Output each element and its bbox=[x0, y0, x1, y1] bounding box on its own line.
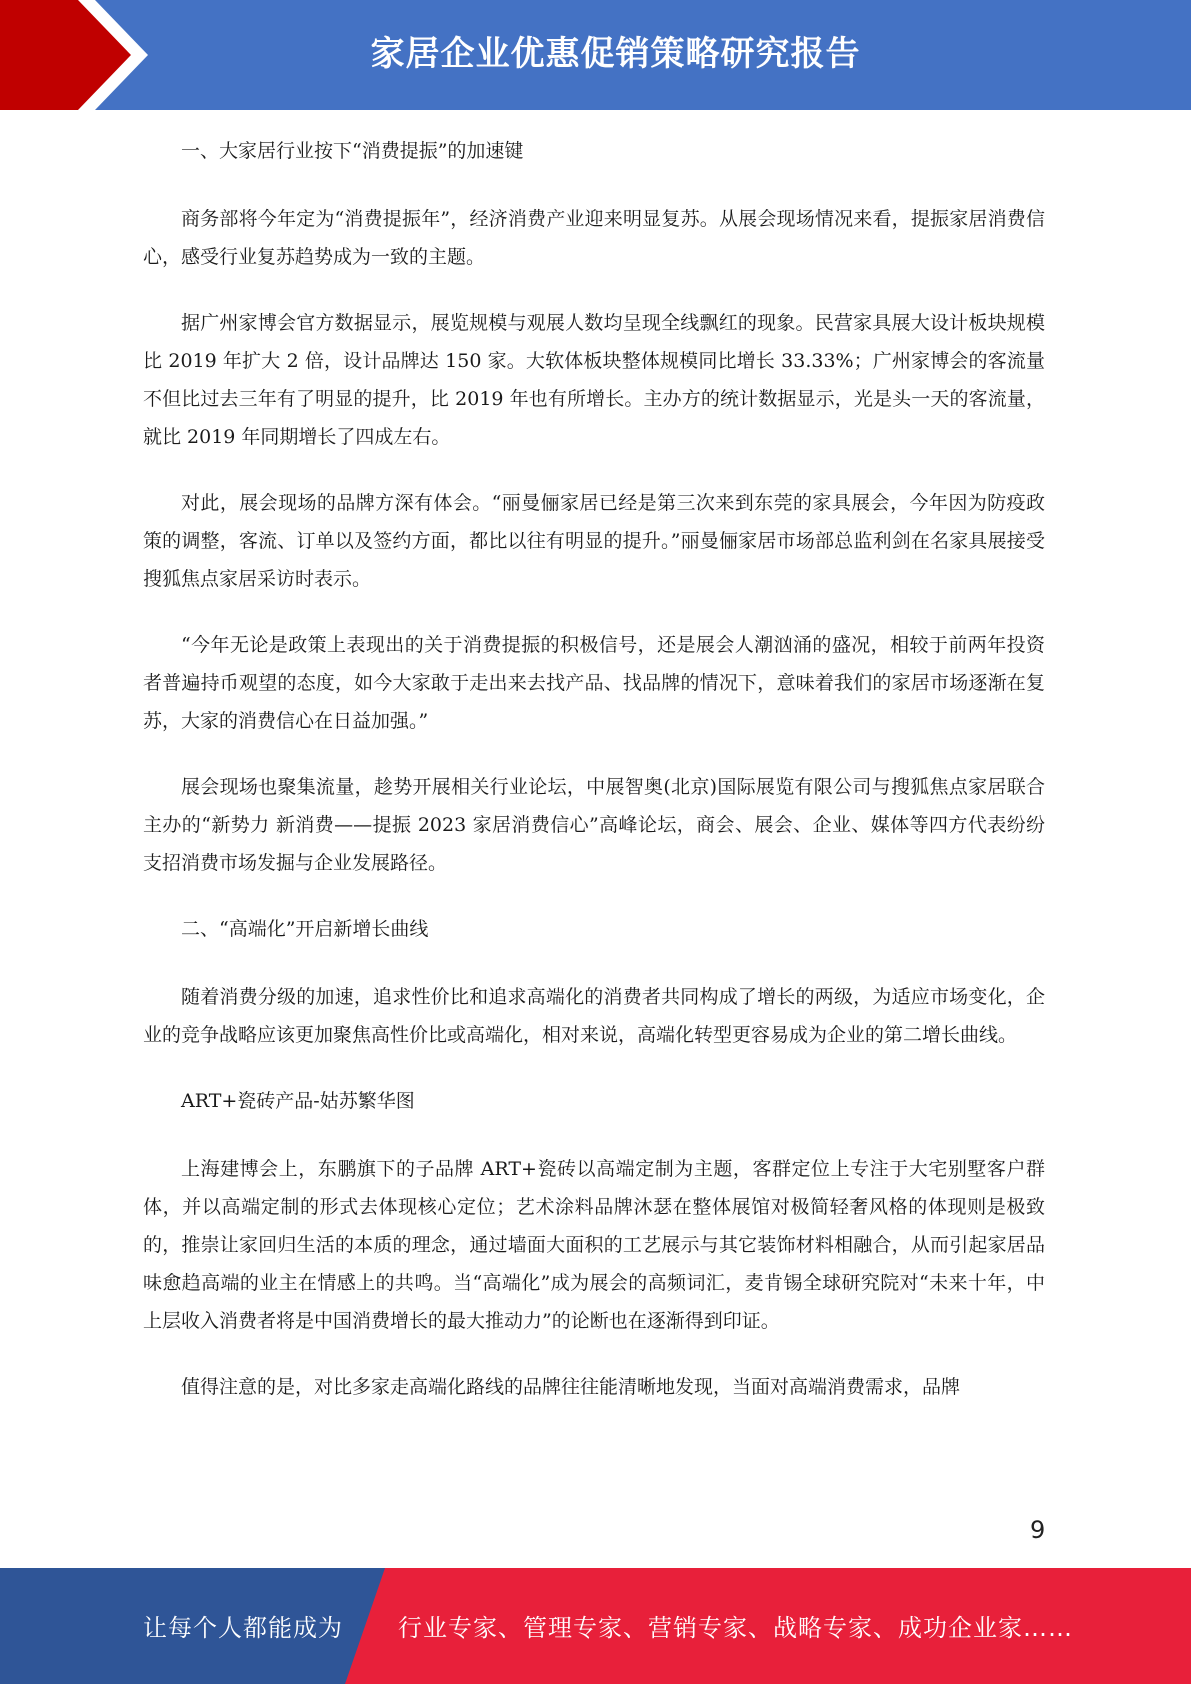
footer-slogan-right: 行业专家、管理专家、营销专家、战略专家、成功企业家…… bbox=[398, 1614, 1073, 1642]
page-number: 9 bbox=[1030, 1516, 1046, 1544]
body-paragraph: 对此，展会现场的品牌方深有体会。“丽曼俪家居已经是第三次来到东莞的家具展会，今年因为防疫政策的调整，客流、订单以及签约方面，都比以往有明显的提升。”丽曼俪家居市场部总监利剑在名家具展接受搜狐焦点家居采访时表示。 bbox=[143, 492, 1045, 590]
image-caption: ART+瓷砖产品-姑苏繁华图 bbox=[181, 1090, 415, 1112]
quote-paragraph: “今年无论是政策上表现出的关于消费提振的积极信号，还是展会人潮汹涌的盛况，相较于前两年投资者普遍持币观望的态度，如今大家敢于走出来去找产品、找品牌的情况下，意味着我们的家居市场逐渐在复苏，大家的消费信心在日益加强。” bbox=[143, 634, 1045, 732]
page-footer bbox=[0, 1568, 1191, 1684]
report-title: 家居企业优惠促销策略研究报告 bbox=[370, 34, 861, 74]
footer-slogan-left: 让每个人都能成为 bbox=[143, 1614, 343, 1642]
body-paragraph: 展会现场也聚集流量，趁势开展相关行业论坛，中展智奥(北京)国际展览有限公司与搜狐焦点家居联合主办的“新势力 新消费——提振 2023 家居消费信心”高峰论坛，商会、展会、企业、媒体等四方代表纷纷支招消费市场发掘与企业发展路径。 bbox=[143, 776, 1045, 874]
page-header bbox=[0, 0, 1191, 110]
body-paragraph: 据广州家博会官方数据显示，展览规模与观展人数均呈现全线飘红的现象。民营家具展大设计板块规模比 2019 年扩大 2 倍，设计品牌达 150 家。大软体板块整体规模同比增长 33.33%；广州家博会的客流量不但比过去三年有了明显的提升，比 2019 年也有所增长。主办方的统计数据显示，光是头一天的客流量，就比 2019 年同期增长了四成左右。 bbox=[143, 312, 1045, 448]
header-arrow-decoration bbox=[0, 0, 160, 110]
body-paragraph: 商务部将今年定为“消费提振年”，经济消费产业迎来明显复苏。从展会现场情况来看，提振家居消费信心，感受行业复苏趋势成为一致的主题。 bbox=[143, 208, 1045, 268]
report-body bbox=[143, 132, 1045, 1434]
body-paragraph: 上海建博会上，东鹏旗下的子品牌 ART+瓷砖以高端定制为主题，客群定位上专注于大宅别墅客户群体，并以高端定制的形式去体现核心定位；艺术涂料品牌沐瑟在整体展馆对极简轻奢风格的体现则是极致的，推崇让家回归生活的本质的理念，通过墙面大面积的工艺展示与其它装饰材料相融合，从而引起家居品味愈趋高端的业主在情感上的共鸣。当“高端化”成为展会的高频词汇，麦肯锡全球研究院对“未来十年，中上层收入消费者将是中国消费增长的最大推动力”的论断也在逐渐得到印证。 bbox=[143, 1158, 1045, 1332]
body-paragraph: 值得注意的是，对比多家走高端化路线的品牌往往能清晰地发现，当面对高端消费需求，品牌 bbox=[181, 1376, 961, 1398]
section-heading-2: 二、“高端化”开启新增长曲线 bbox=[181, 918, 429, 940]
section-heading-1: 一、大家居行业按下“消费提振”的加速键 bbox=[181, 140, 524, 162]
body-paragraph: 随着消费分级的加速，追求性价比和追求高端化的消费者共同构成了增长的两级，为适应市场变化，企业的竞争战略应该更加聚焦高性价比或高端化，相对来说，高端化转型更容易成为企业的第二增长曲线。 bbox=[143, 986, 1045, 1046]
